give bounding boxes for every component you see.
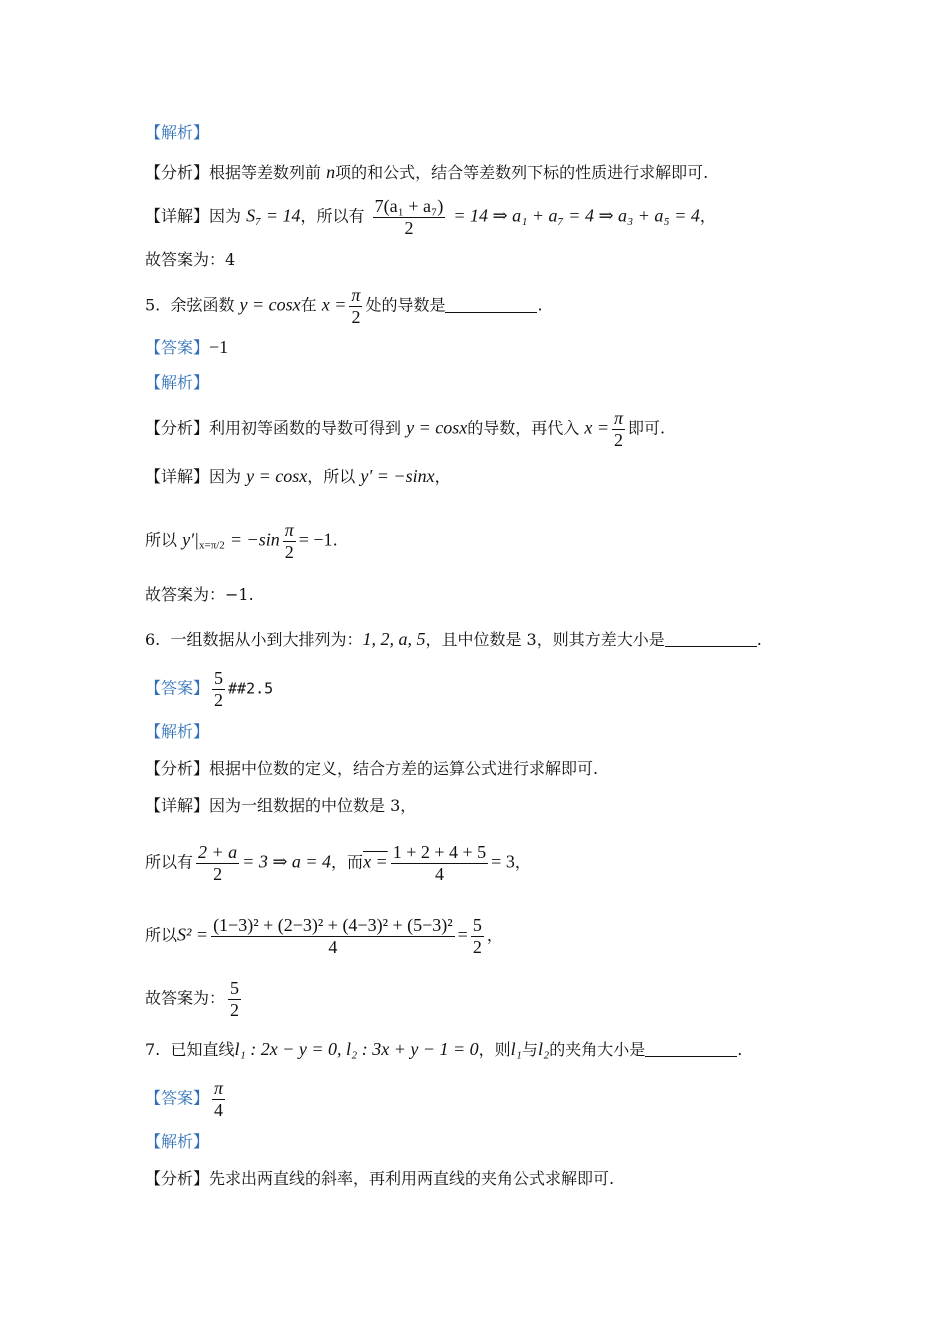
detail-continuation: 所以 $y'|_{x=\pi/2} = -\sin$ $\frac{\pi}{2}$ = −1. (145, 520, 338, 562)
analysis-line: 【分析】根据等差数列前 n项的和公式，结合等差数列下标的性质进行求解即可. (145, 162, 709, 182)
question-5: 5. 余弦函数 y = cosx在 x = $\frac{\pi}{2}$ 处的导数是 . (145, 285, 543, 327)
variance-line: 所以S² = $\frac{\text{(1−3)² + (2−3)² + (4−3)² + (5−3)²}}{4}$ = $\frac{5}{2}$ ， (145, 915, 503, 957)
fraction: $\frac{\pi}{2}$ (284, 520, 294, 562)
answer-6: 【答案】 $\frac{5}{2}$ ##2.5 (145, 668, 274, 710)
fraction: $\frac{\text{7(a₁ + a₇)}}{2}$ (374, 196, 444, 238)
detail-continuation: 所以有 $\frac{2 + a}{2}$ = 3 ⇒ a = 4，而x = $\frac{1 + 2 + 4 + 5}{4}$ = 3， (145, 842, 531, 884)
analysis-heading: 【解析】 (145, 373, 210, 392)
analysis-line: 【分析】先求出两直线的斜率，再利用两直线的夹角公式求解即可. (145, 1169, 615, 1188)
analysis-line: 【分析】根据中位数的定义，结合方差的运算公式进行求解即可. (145, 759, 599, 778)
detail-line: 【详解】因为 S₇ = 14，所以有 $\frac{\text{7(a₁ + a₇)}}{2}$ = 14 ⇒ a₁ + a₇ = 4 ⇒ a₃ + a₅ = 4， (145, 196, 716, 238)
detail-line: 【详解】因为 y = cosx，所以 y′ = −sinx， (145, 466, 451, 486)
answer-5: 【答案】−1 (145, 337, 229, 357)
answer-statement: 故答案为：−1. (145, 585, 254, 604)
answer-statement: 故答案为：4 (145, 250, 236, 269)
answer-statement: 故答案为： $\frac{5}{2}$ (145, 978, 240, 1020)
analysis-heading: 【解析】 (145, 123, 210, 142)
question-6: 6. 一组数据从小到大排列为：1, 2, a, 5，且中位数是 3，则其方差大小是 . (145, 629, 762, 649)
label-analysis: 【分析】 (145, 163, 210, 182)
analysis-line: 【分析】利用初等函数的导数可得到 y = cosx的导数，再代入 x = $\frac{\pi}{2}$ 即可. (145, 408, 666, 450)
fraction: $\frac{\pi}{2}$ (614, 408, 624, 450)
answer-7: 【答案】 $\frac{\pi}{4}$ (145, 1078, 224, 1120)
fraction: $\frac{\pi}{2}$ (351, 285, 361, 327)
fraction: $\frac{\text{(1−3)² + (2−3)² + (4−3)² + (5−3)²}}{4}$ (213, 915, 453, 957)
analysis-heading: 【解析】 (145, 722, 210, 741)
fraction: $\frac{2 + a}{2}$ (198, 842, 238, 884)
answer-blank[interactable] (445, 298, 537, 313)
answer-blank[interactable] (665, 632, 757, 647)
fraction: $\frac{\pi}{4}$ (214, 1078, 224, 1120)
fraction: $\frac{5}{2}$ (214, 668, 224, 710)
analysis-heading: 【解析】 (145, 1132, 210, 1151)
fraction: $\frac{5}{2}$ (230, 978, 240, 1020)
fraction: $\frac{5}{2}$ (472, 915, 482, 957)
label-detail: 【详解】 (145, 206, 210, 226)
question-7: 7. 已知直线l₁ : 2x − y = 0, l₂ : 3x + y − 1 = 0，则l₁与l₂的夹角大小是 . (145, 1039, 743, 1059)
answer-blank[interactable] (645, 1042, 737, 1057)
fraction: $\frac{1 + 2 + 4 + 5}{4}$ (392, 842, 487, 884)
detail-line: 【详解】因为一组数据的中位数是 3， (145, 796, 417, 815)
